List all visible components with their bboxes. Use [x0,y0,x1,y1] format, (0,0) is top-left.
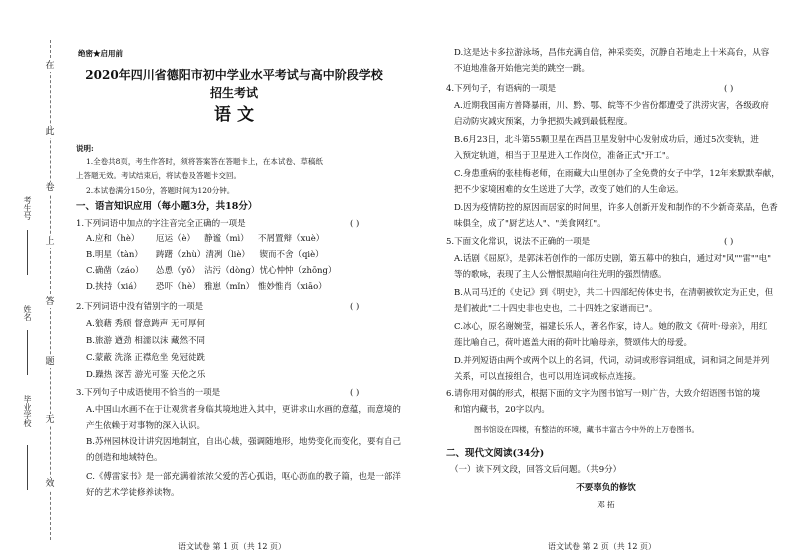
exam-title: 2020年四川省德阳市初中学业水平考试与高中阶段学校 [85,68,383,82]
confidential-mark: 绝密★启用前 [78,49,123,58]
binding-char: 题 [45,357,55,367]
instruction-1-cont: 上答题无效。考试结束后，将试卷及答题卡交回。 [76,171,241,180]
q4-option-c: C.身患重病的张桂梅老师，在雨藏大山里创办了全免费的女子中学，12年来默默奉献， [454,169,780,179]
question-5: 5.下面文化常识，说法不正确的一项是 [446,237,591,247]
binding-char: 答 [45,297,55,307]
q2-option-b: B.旅游 遒劲 相濡以沫 藏然不同 [86,336,206,346]
q4-option-a-cont: 启动防灾减灾预案，力争把损失减到最低程度。 [454,117,633,127]
binding-char: 此 [45,127,55,137]
q5-option-b: B.从司马迁的《史记》到《明史》，共二十四部纪传体史书，在清朝被钦定为正史，但 [454,288,774,298]
q4-option-a: A.近期我国南方普降暴雨，川、黔、鄂、皖等不少省份都遭受了洪涝灾害，各级政府 [454,101,769,111]
q2-option-d: D.躁热 深苦 游光可鉴 天伦之乐 [86,370,206,380]
question-1: 1.下列词语中加点的字注音完全正确的一项是 [76,219,246,229]
question-2-answer-slot: ( ) [350,302,360,312]
q4-option-d: D.因为疫情防控的原因而居家的时间里，许多人创新开发和制作的不少新奇菜品，色香 [454,203,778,213]
page-1-footer: 语文试卷 第 1 页（共 12 页） [178,542,286,551]
question-6-cont: 和馆内藏书，20字以内。 [454,405,550,415]
school-label: 毕业学校 [23,395,32,427]
q4-option-b: B.6月23日，北斗第55颗卫星在西昌卫星发射中心发射成功后，通过5次变轨，进 [454,135,759,145]
q3-option-b: B.苏州园林设计讲究因地制宜，自出心裁，强调随地形，地势变化而变化，要有自己 [86,437,401,447]
q4-option-d-cont: 味俱全，成了"厨艺达人"、"美食网红"。 [454,219,606,229]
question-4: 4.下列句子，有语病的一项是 [446,84,557,94]
q5-option-d: D.并列短语由两个或两个以上的名词，代词，动词或形容词组成，词和词之间是并列 [454,356,770,366]
binding-char: 卷 [45,183,55,193]
q4-option-b-cont: 入预定轨道，相当于卫星进入工作岗位，准备正式"开工"。 [454,151,675,161]
instructions-heading: 说明: [76,144,94,153]
q1-option-b: B.明星（tàn） 踌躇（zhù）清冽（liè） 锲而不舍（qiè） [86,250,324,260]
binding-char: 上 [45,237,55,247]
binding-margin [36,40,66,540]
question-2: 2.下列词语中没有错别字的一项是 [76,302,204,312]
q2-option-a: A.狼藉 秀颀 督意踌声 无可厚何 [86,319,205,329]
q3-option-b-cont: 的创造和地域特色。 [86,453,163,463]
q3-option-d-cont: 不迫地准备开始他完美的跳空一跳。 [454,64,591,74]
q3-option-d: D.这是达卡多拉游泳场，昌伟充满自信，神采奕奕，沉静自若地走上十米高台，从容 [454,48,770,58]
instruction-2: 2.本试卷满分150分，答题时间为120分钟。 [86,186,235,195]
q5-option-c-cont: 莲比喻自己，荷叶遮盖大雨的荷叶比喻母亲，赞颂伟大的母爱。 [454,338,693,348]
q1-option-d: D.挟持（xiá） 恐吓（hè） 雅崽（mǐn） 惟妙惟肖（xiāo） [86,282,327,292]
q5-option-a-cont: 等的歌咏，表现了主人公憎恨黑暗向往光明的强烈情感。 [454,270,667,280]
instruction-1: 1.全卷共8页，考生作答时，须将答案答在答题卡上，在本试卷、草稿纸 [86,157,323,166]
page-2-footer: 语文试卷 第 2 页（共 12 页） [548,542,656,551]
question-1-answer-slot: ( ) [350,219,360,229]
exam-title-line2: 招生考试 [209,86,258,100]
passage-author: 邓 拓 [597,500,615,509]
q4-option-c-cont: 把不少家境困难的女生送进了大学，改变了她们的人生命运。 [454,185,684,195]
question-3-answer-slot: ( ) [350,388,360,398]
binding-dashed-line [50,40,51,540]
question-6: 6.请你用对偶的形式，根据下面的文字为图书馆写一则广告，大致介绍语图书馆的境 [446,389,761,399]
question-4-answer-slot: ( ) [724,84,734,94]
examinee-number-line [27,230,28,275]
section-2-heading: 二、现代文阅读(34分) [446,448,545,459]
q3-option-a-cont: 产生依赖于对事物的深入认识。 [86,421,206,431]
q5-option-b-cont: 是们被此"二十四史非也史也，二十四姓之家谱而已"。 [454,304,658,314]
q5-option-a: A.话剧《屈原》，是郭沫若创作的一部历史剧，第五幕中的独白，通过对"风""雷""电" [454,254,772,264]
subject-title: 语 文 [214,105,254,125]
binding-char: 效 [45,479,55,489]
binding-char: 无 [45,415,55,425]
q2-option-c: C.蒙蔽 洗涤 正襟危坐 免冠徒跣 [86,353,206,363]
school-line [27,445,28,490]
name-label: 姓名 [23,305,32,321]
q3-option-c-cont: 好的艺术学徒修养读物。 [86,488,180,498]
q1-option-a: A.应和（hè） 厄运（è） 静谧（mì） 不屑置辩（xuè） [86,234,325,244]
passage-title: 不要辜负的修饮 [576,483,636,493]
q3-option-c: C.《傅雷家书》是一部充满着浓浓父爱的苦心孤诣，呕心沥血的教子篇，也是一部洋 [86,472,401,482]
name-line [27,330,28,375]
q1-option-c: C.确凿（záo） 怂恿（yǒ） 沾污（dòng）忧心忡忡（zhōng） [86,266,337,276]
question-3: 3.下列句子中成语使用不恰当的一项是 [76,388,221,398]
section-2-subheading: （一）读下列文段，回答文后问题。（共9分） [450,465,622,475]
section-1-heading: 一、语言知识应用（每小题3分，共18分） [76,201,258,212]
binding-char: 在 [45,61,55,71]
question-5-answer-slot: ( ) [724,237,734,247]
q3-option-a: A.中国山水画不在于让观赏者身临其境地进入其中，更讲求山水画的意蕴，而意境的 [86,405,401,415]
examinee-number-label: 考生号 [23,196,32,220]
q5-option-c: C.冰心，原名谢婉莹，福建长乐人，著名作家，诗人。她的散文《荷叶·母亲》，用红 [454,322,768,332]
q5-option-d-cont: 关系，可以直接组合，也可以用连词或标点连接。 [454,372,642,382]
question-6-material: 图书馆设在四楼，有整洁的环境，藏书丰富古今中外的上万卷图书。 [474,425,699,434]
